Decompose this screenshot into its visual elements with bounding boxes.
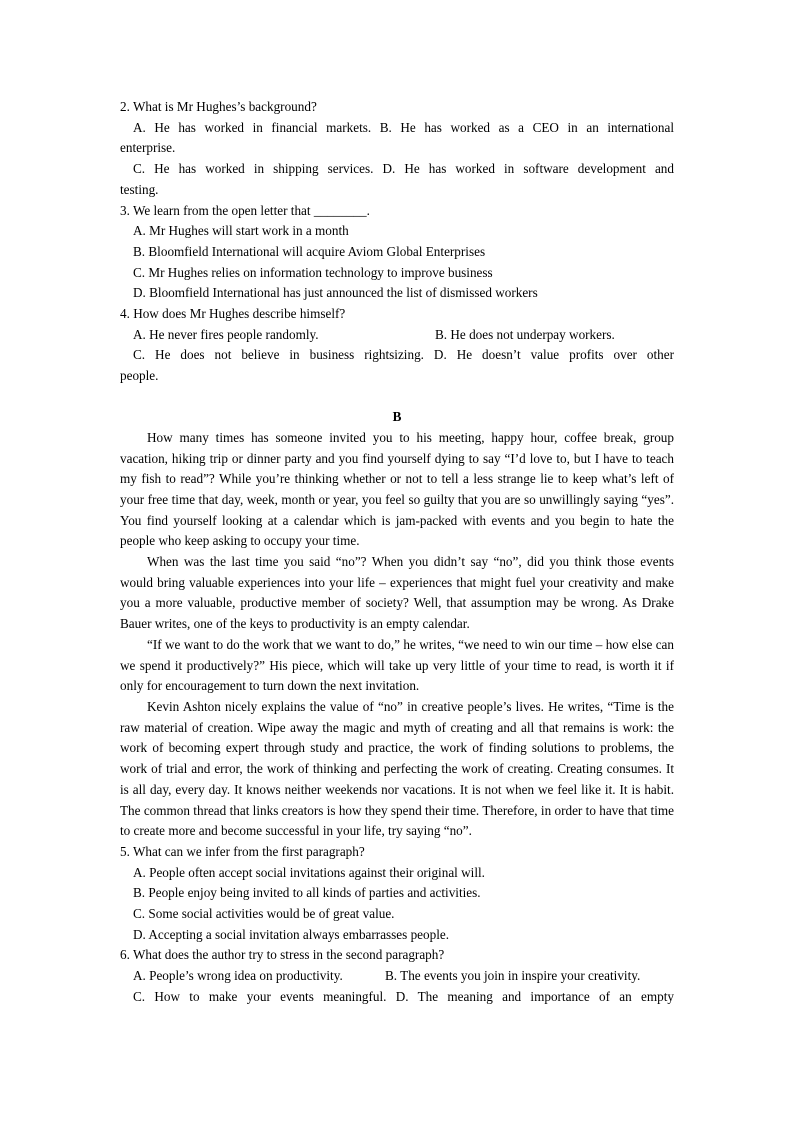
option-a: A. People’s wrong idea on productivity. bbox=[133, 968, 343, 984]
question-4 bbox=[120, 304, 674, 387]
document-content bbox=[120, 97, 674, 1008]
reading-passage bbox=[120, 428, 674, 842]
option-line: C. How to make your events meaningful. D. The meaning and importance of an empty bbox=[133, 988, 674, 1004]
question-stem: 2. What is Mr Hughes’s background? bbox=[120, 99, 317, 114]
option-c: C. Some social activities would be of great value. bbox=[133, 906, 395, 922]
question-stem: 5. What can we infer from the first paragraph? bbox=[120, 843, 365, 859]
option-row bbox=[120, 966, 674, 987]
option-c: C. Mr Hughes relies on information technology to improve business bbox=[133, 264, 493, 280]
passage-paragraph: Kevin Ashton nicely explains the value of “no” in creative people’s lives. He writes, “Time is the raw material of creation. Wipe away the magic and myth of creating and all that remains is work: the work of becoming expert through study and practice, the work of finding solutions to problems, the work of trial and error, the work of thinking and perfecting the work of creating. Creating consumes. It is all day, every day. It knows neither weekends nor vacations. It is not when we feel like it. It is habit. The common thread that links creators is how they spend their time. Therefore, in order to have that time to create more and become successful in your life, try saying “no”. bbox=[120, 698, 674, 839]
option-d: D. Bloomfield International has just announced the list of dismissed workers bbox=[133, 285, 538, 301]
option-line-continued: enterprise. bbox=[120, 140, 176, 156]
question-3 bbox=[120, 201, 674, 305]
option-row bbox=[120, 325, 674, 346]
question-stem: 3. We learn from the open letter that ________. bbox=[120, 202, 370, 218]
option-line-continued: people. bbox=[120, 368, 159, 384]
option-a: A. People often accept social invitations against their original will. bbox=[133, 864, 485, 880]
option-b: B. Bloomfield International will acquire Aviom Global Enterprises bbox=[133, 243, 486, 259]
option-b: B. People enjoy being invited to all kinds of parties and activities. bbox=[133, 885, 481, 901]
option-d: D. Accepting a social invitation always embarrasses people. bbox=[133, 926, 450, 942]
question-5 bbox=[120, 842, 674, 946]
question-2 bbox=[120, 97, 674, 201]
option-line: C. He does not believe in business rightsizing. D. He doesn’t value profits over other bbox=[133, 347, 674, 363]
passage-paragraph: When was the last time you said “no”? When you didn’t say “no”, did you think those events would bring valuable experiences into your life – experiences that might fuel your creativity and make you a more valuable, productive member of society? Well, that assumption may be wrong. As Drake Bauer writes, one of the keys to productivity is an empty calendar. bbox=[120, 554, 674, 632]
option-line: A. He has worked in financial markets. B. He has worked as a CEO in an international bbox=[133, 119, 674, 135]
option-a: A. He never fires people randomly. bbox=[133, 326, 319, 342]
option-line-continued: testing. bbox=[120, 181, 159, 197]
passage-paragraph: How many times has someone invited you to his meeting, happy hour, coffee break, group vacation, hiking trip or dinner party and you find yourself dying to say “I’d love to, but I have to teach my fish to read”? While you’re thinking whether or not to tell a less strange lie to keep what’s left of your free time that day, week, month or year, you feel so guilty that you are so unwillingly saying “yes”. You find yourself looking at a calendar which is jam-packed with events and you begin to hate the people who keep asking to occupy your time. bbox=[120, 429, 674, 549]
passage-paragraph: “If we want to do the work that we want to do,” he writes, “we need to win our time – how else can we spend it productively?” His piece, which will take up very little of your time to read, is worth it if only for encouragement to turn down the next invitation. bbox=[120, 636, 674, 694]
question-stem: 4. How does Mr Hughes describe himself? bbox=[120, 306, 346, 322]
question-stem: 6. What does the author try to stress in the second paragraph? bbox=[120, 947, 445, 963]
question-6 bbox=[120, 945, 674, 1007]
option-a: A. Mr Hughes will start work in a month bbox=[133, 223, 349, 239]
option-b: B. The events you join in inspire your creativity. bbox=[385, 968, 641, 984]
section-title: B bbox=[392, 408, 402, 424]
option-line: C. He has worked in shipping services. D. He has worked in software development and bbox=[133, 161, 674, 177]
option-b: B. He does not underpay workers. bbox=[435, 326, 615, 342]
